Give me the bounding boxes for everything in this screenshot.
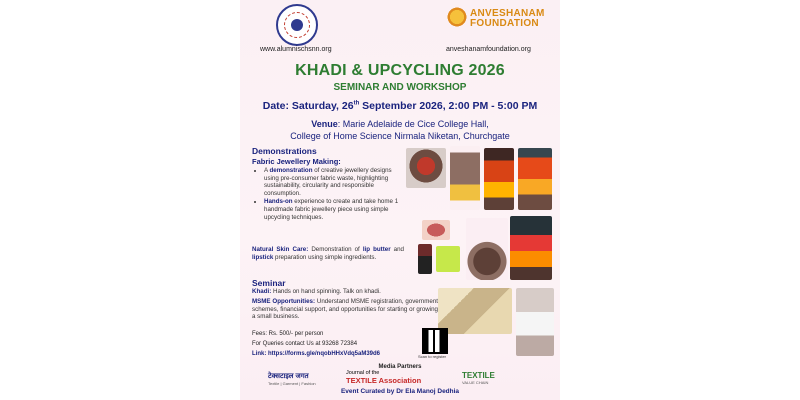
fees-text: Fees: Rs. 500/- per person [252,331,324,337]
partner-textile-value-chain [462,371,522,385]
pendant-image [466,218,508,280]
msme-text: MSME Opportunities: Understand MSME registration, government schemes, financial support, and opportunities for starting or growing a small business. [252,298,439,321]
partner-3-name: TEXTILE [462,371,495,380]
partner-2-name: TEXTILE Association [346,376,422,385]
partner-2-top: Journal of the [346,370,380,376]
qr-code-icon[interactable] [422,328,448,354]
necklace-image-5 [510,216,552,280]
event-title: KHADI & UPCYCLING 2026 [295,62,505,79]
venue-label: Venue [311,119,338,129]
venue-line-2: College of Home Science Nirmala Niketan, Churchgate [290,131,510,141]
speaker-image [516,288,554,356]
contact-text: For Queries contact Us at 93268 72384 [252,341,358,347]
lipstick-image [418,244,432,274]
necklace-image-1 [406,148,446,188]
event-poster [240,0,560,400]
event-date [240,100,560,112]
anveshanam-foundation-name: ANVESHANAM FOUNDATION [470,8,545,29]
khadi-text: Khadi: Hands on hand spinning. Talk on khadi. [252,288,381,295]
seminar-heading: Seminar [252,278,286,288]
media-partners-heading: Media Partners [378,364,422,370]
necklace-image-3 [484,148,514,210]
necklace-image-4 [518,148,552,210]
lip-butter-image [436,246,460,272]
demonstrations-heading: Demonstrations [252,146,317,156]
bullet-demonstration: • A demonstration of creative jewellery designs using pre-consumer fabric waste, highlighting sustainability, circularity and responsible consumption. [264,167,404,197]
qr-caption: Scan to register [418,354,447,359]
event-venue [240,118,560,142]
partner-1-name: टेक्सटाइल जगत [268,373,309,380]
skin-care-text: Natural Skin Care: Demonstration of lip butter and lipstick preparation using simple ingredients. [252,246,404,261]
date-suffix: September 2026, 2:00 PM - 5:00 PM [359,100,538,112]
lips-image [422,220,450,240]
date-prefix: Date: Saturday, 26 [262,100,354,112]
spinning-image [438,288,512,334]
registration-link[interactable]: Link: https://forms.gle/nqobHHxVdq5aM39d6 [252,351,381,357]
necklace-image-2 [450,146,480,210]
alumni-website[interactable]: www.alumnischsnn.org [260,46,332,53]
venue-line-1: : Marie Adelaide de Cice College Hall, [337,119,489,129]
partner-textile-jagat [268,372,328,386]
jewellery-heading: Fabric Jewellery Making: [252,157,341,166]
bullet-hands-on: • Hands-on experience to create and take home 1 handmade fabric jewellery piece using simple upcycling techniques. [264,198,404,221]
logo-core [291,19,303,31]
anveshanam-website[interactable]: anveshanamfoundation.org [446,46,531,53]
partner-textile-association [346,370,442,385]
partner-1-sub: Textile | Garment | Fashion [268,381,316,386]
event-subtitle: SEMINAR AND WORKSHOP [333,82,467,93]
date-superscript: th [353,100,360,107]
curated-by: Event Curated by Dr Ela Manoj Dedhia [340,388,460,395]
jewellery-bullets [254,167,404,222]
alumni-association-logo [276,4,318,46]
anveshanam-sun-logo-icon [446,6,468,28]
partner-3-sub: VALUE CHAIN [462,380,489,385]
